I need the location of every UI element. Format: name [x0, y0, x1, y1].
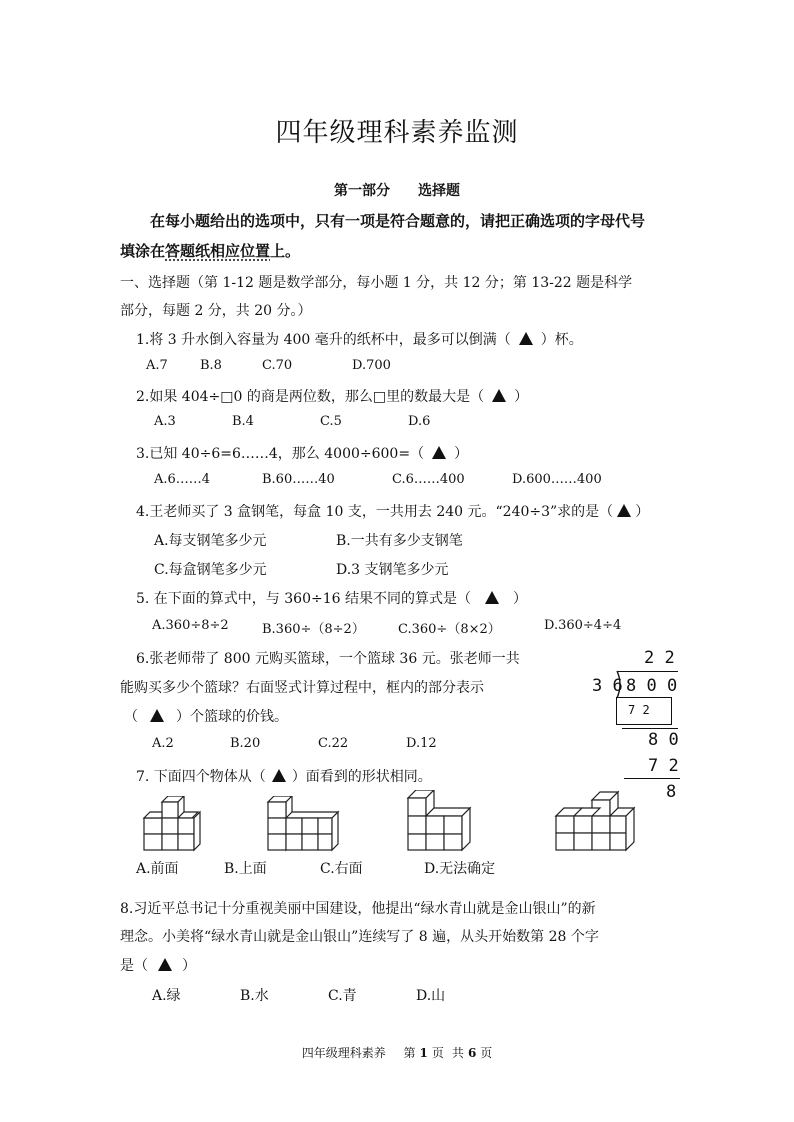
q5-option-c: C.360÷（8×2） [398, 622, 501, 637]
question-6-line-3 [124, 706, 288, 726]
question-8-stem: 是（ [120, 958, 148, 974]
question-4-stem-end: ） [635, 504, 650, 520]
question-4 [136, 501, 649, 521]
triangle-icon [158, 958, 172, 971]
division-remainder-final: 8 [666, 782, 677, 802]
q7-option-b: B.上面 [224, 861, 267, 877]
question-8-line-3 [120, 955, 196, 975]
triangle-icon [485, 591, 499, 604]
q4-option-b: B.一共有多少支钢笔 [336, 533, 463, 549]
q6-option-b: B.20 [230, 736, 261, 751]
q1-option-b: B.8 [200, 358, 222, 373]
question-5-stem: 5. 在下面的算式中，与 360÷16 结果不同的算式是（ [136, 591, 471, 607]
instruction-line-2 [120, 240, 300, 261]
instruction-line-1: 在每小题给出的选项中，只有一项是符合题意的，请把正确选项的字母代号 [150, 212, 646, 230]
triangle-icon [617, 504, 631, 517]
q7-option-d: D.无法确定 [424, 861, 496, 877]
question-6-stem-end: ）个篮球的价钱。 [176, 709, 288, 725]
question-1-stem: 1.将 3 升水倒入容量为 400 毫升的纸杯中，最多可以倒满（ [136, 332, 511, 348]
question-5 [136, 588, 527, 608]
division-bracket [614, 670, 624, 700]
long-division [592, 646, 696, 806]
division-bar [618, 671, 678, 672]
division-remainder-1: 8 0 [648, 730, 679, 750]
q8-option-c: C.青 [328, 988, 357, 1004]
division-line-2 [624, 778, 680, 779]
instruction-prefix: 填涂在 [120, 242, 166, 260]
q4-option-c: C.每盒钢笔多少元 [154, 562, 267, 578]
q3-option-b: B.60……40 [262, 472, 335, 487]
cube-figure-a [140, 796, 210, 852]
question-8-line-1: 8.习近平总书记十分重视美丽中国建设，他提出“绿水青山就是金山银山”的新 [120, 901, 596, 917]
triangle-icon [150, 709, 164, 722]
question-7-stem-end: ）面看到的形状相同。 [291, 769, 432, 785]
footer-total-pages: 6 [467, 1046, 477, 1060]
q3-option-d: D.600……400 [512, 472, 602, 487]
section-line-2: 部分，每题 2 分，共 20 分。） [120, 303, 312, 319]
q5-option-a: A.360÷8÷2 [152, 618, 229, 633]
q2-option-c: C.5 [320, 414, 342, 429]
footer-p4: 页 [480, 1046, 493, 1060]
q4-option-a: A.每支钢笔多少元 [154, 533, 267, 549]
part-name: 第一部分 [334, 183, 390, 199]
question-2-stem: 2.如果 404÷□0 的商是两位数，那么□里的数最大是（ [136, 389, 485, 405]
q8-option-d: D.山 [416, 988, 446, 1004]
triangle-icon [519, 332, 533, 345]
q2-option-d: D.6 [408, 414, 431, 429]
question-5-stem-end: ） [512, 591, 527, 607]
q1-option-d: D.700 [352, 358, 391, 373]
q6-option-c: C.22 [318, 736, 349, 751]
q5-option-b: B.360÷（8÷2） [262, 622, 365, 637]
triangle-icon [492, 389, 506, 402]
question-1-stem-end: ）杯。 [540, 332, 583, 348]
q3-option-a: A.6……4 [154, 472, 211, 487]
triangle-icon [432, 446, 446, 459]
cube-figure-c [404, 790, 480, 852]
q7-option-c: C.右面 [320, 861, 363, 877]
question-4-stem: 4.王老师买了 3 盒钢笔，每盒 10 支，一共用去 240 元。“240÷3”求的是（ [136, 504, 614, 520]
question-6-line-2: 能购买多少个篮球？右面竖式计算过程中，框内的部分表示 [120, 680, 484, 696]
q1-option-a: A.7 [146, 358, 168, 373]
footer-page-number: 1 [419, 1046, 428, 1060]
footer-p2: 页 [431, 1046, 444, 1060]
instruction-emphasis: 答题纸相应位置 [165, 242, 271, 260]
q5-option-d: D.360÷4÷4 [544, 618, 622, 633]
question-3-stem-end: ） [454, 446, 469, 462]
question-3-stem: 3.已知 40÷6=6……4，那么 4000÷600=（ [136, 446, 425, 462]
q6-option-d: D.12 [406, 736, 437, 751]
division-boxed-product: 7 2 [628, 703, 650, 717]
cube-figure-b [264, 796, 340, 852]
instruction-suffix: 上。 [270, 242, 301, 260]
division-dividend: 8 0 0 [626, 676, 678, 696]
section-line-1: 一、选择题（第 1-12 题是数学部分，每小题 1 分，共 12 分；第 13-22 题是科学 [120, 275, 633, 291]
question-8-stem-end: ） [182, 958, 196, 974]
division-line-1 [622, 728, 678, 729]
division-product-2: 7 2 [648, 756, 679, 776]
division-quotient: 2 2 [644, 648, 675, 668]
question-6-line-1: 6.张老师带了 800 元购买篮球，一个篮球 36 元。张老师一共 [136, 651, 520, 667]
question-2-stem-end: ） [514, 389, 529, 405]
cube-figure-d [548, 790, 636, 852]
q4-option-d: D.3 支钢笔多少元 [336, 562, 449, 578]
question-7-stem: 7. 下面四个物体从（ [136, 769, 266, 785]
q8-option-a: A.绿 [152, 988, 181, 1004]
q1-option-c: C.70 [262, 358, 293, 373]
question-1 [136, 329, 583, 349]
footer-p1: 第 [403, 1046, 416, 1060]
part-heading [0, 180, 794, 200]
question-8-line-2: 理念。小美将“绿水青山就是金山银山”连续写了 8 遍，从头开始数第 28 个字 [120, 929, 599, 945]
question-6-bracket-open: （ [124, 709, 138, 725]
q6-option-a: A.2 [152, 736, 174, 751]
division-divisor: 3 6 [592, 676, 623, 696]
page-title: 四年级理科素养监测 [275, 118, 519, 148]
question-3 [136, 443, 468, 463]
part-type: 选择题 [418, 183, 460, 199]
q2-option-a: A.3 [154, 414, 176, 429]
footer-p3: 共 [451, 1046, 464, 1060]
q8-option-b: B.水 [240, 988, 269, 1004]
question-2 [136, 386, 528, 406]
page-footer [0, 1044, 794, 1061]
footer-subject: 四年级理科素养 [301, 1046, 386, 1060]
q2-option-b: B.4 [232, 414, 254, 429]
q7-option-a: A.前面 [136, 861, 179, 877]
q3-option-c: C.6……400 [392, 472, 465, 487]
question-7 [136, 766, 432, 786]
triangle-icon [272, 769, 286, 782]
